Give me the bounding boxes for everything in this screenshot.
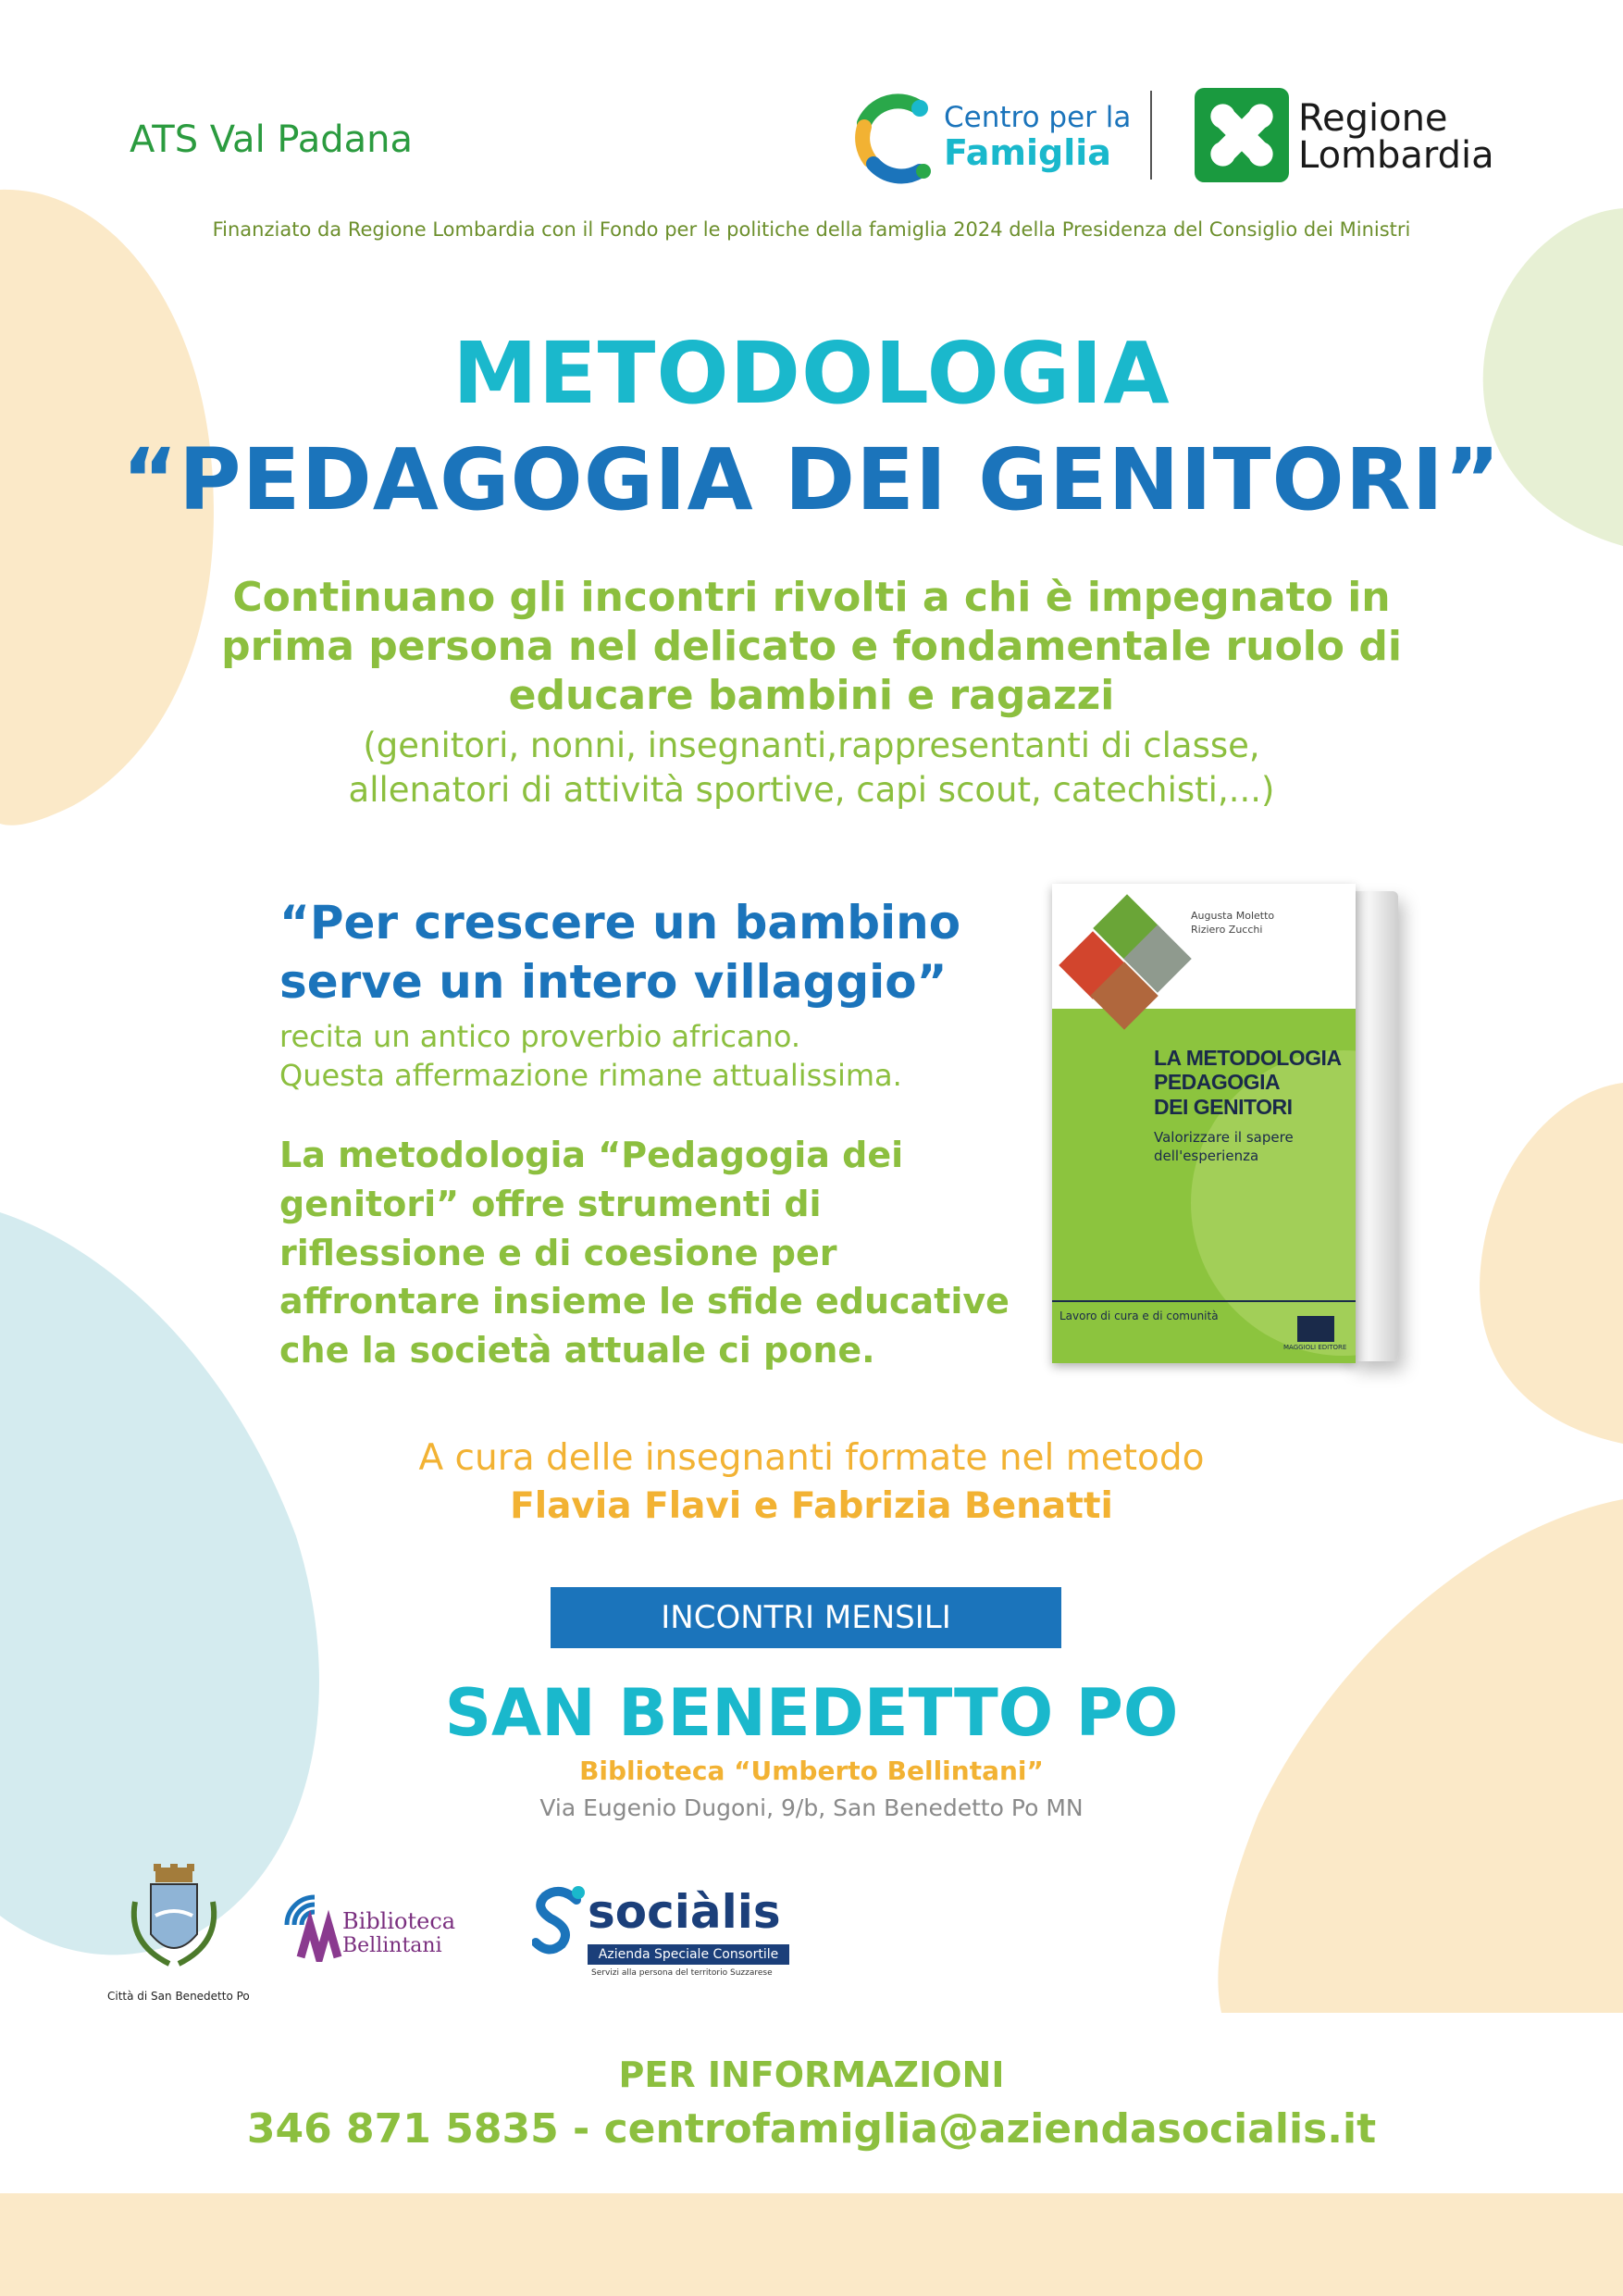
coat-of-arms-icon xyxy=(100,1860,248,1990)
socialis-name: sociàlis xyxy=(588,1885,781,1939)
book-title3: DEI GENITORI xyxy=(1154,1094,1293,1119)
method-line5: che la società attuale ci pone. xyxy=(279,1330,875,1371)
title-line2: “PEDAGOGIA DEI GENITORI” xyxy=(121,430,1502,529)
info-heading: PER INFORMAZIONI xyxy=(618,2054,1005,2095)
book-subtitle xyxy=(1154,1129,1294,1165)
proverb-note xyxy=(279,1018,902,1095)
intro-text xyxy=(176,574,1447,720)
book-subtitle1: Valorizzare il sapere xyxy=(1154,1129,1294,1146)
monthly-meetings-badge: INCONTRI MENSILI xyxy=(551,1587,1061,1648)
biblioteca-signal-icon xyxy=(278,1888,352,1962)
socialis-s-icon xyxy=(532,1883,588,1957)
method-line1: La metodologia “Pedagogia dei xyxy=(279,1135,904,1175)
book-publisher: MAGGIOLI EDITORE xyxy=(1283,1344,1347,1351)
socialis-band: Azienda Speciale Consortile xyxy=(588,1944,789,1965)
event-address: Via Eugenio Dugoni, 9/b, San Benedetto Po MN xyxy=(539,1794,1084,1821)
book-publisher-logo xyxy=(1297,1316,1334,1342)
blue-blob-left xyxy=(0,1212,319,1955)
intro-sub-line2: allenatori di attività sportive, capi scout, catechisti,...) xyxy=(348,770,1275,811)
method-line2: genitori” offre strumenti di xyxy=(279,1183,822,1224)
book-subtitle2: dell'esperienza xyxy=(1154,1147,1259,1164)
info-contact[interactable]: 346 871 5835 - centrofamiglia@aziendasocialis.it xyxy=(246,2105,1377,2153)
biblioteca-bellintani-logo xyxy=(278,1888,500,1971)
ats-val-padana-logo: ATS Val Padana xyxy=(130,118,413,161)
comune-label: Città di San Benedetto Po xyxy=(107,1990,250,2003)
funding-note: Finanziato da Regione Lombardia con il Fondo per le politiche della famiglia 2024 della Presidenza del Consiglio dei Ministri xyxy=(212,218,1411,241)
event-city: SAN BENEDETTO PO xyxy=(444,1675,1179,1751)
curators-names: Flavia Flavi e Fabrizia Benatti xyxy=(510,1485,1113,1527)
book-author2: Riziero Zucchi xyxy=(1191,924,1263,936)
book-front xyxy=(1052,884,1356,1363)
centro-famiglia-logo xyxy=(853,88,1158,190)
intro-line3: educare bambini e ragazzi xyxy=(508,671,1115,719)
intro-line2: prima persona nel delicato e fondamentale ruolo di xyxy=(221,622,1402,670)
socialis-tagline: Servizi alla persona del territorio Suzzarese xyxy=(591,1968,773,1978)
quote-sub-line2: Questa affermazione rimane attualissima. xyxy=(279,1057,902,1093)
method-description xyxy=(279,1131,1038,1375)
curated-by: A cura delle insegnanti formate nel metodo xyxy=(418,1437,1205,1479)
biblioteca-label2: Bellintani xyxy=(342,1934,442,1957)
method-line3: riflessione e di coesione per xyxy=(279,1232,837,1273)
beige-blob-right xyxy=(1480,1083,1623,1444)
book-series: Lavoro di cura e di comunità xyxy=(1059,1309,1219,1322)
beige-band-bottom xyxy=(0,2193,1623,2296)
header-divider xyxy=(1150,91,1152,180)
regione-line1: Regione xyxy=(1298,97,1448,140)
book-title2: PEDAGOGIA xyxy=(1154,1070,1281,1095)
biblioteca-label1: Biblioteca xyxy=(342,1908,456,1934)
method-line4: affrontare insieme le sfide educative xyxy=(279,1281,1010,1322)
centro-famiglia-c-icon xyxy=(853,88,936,190)
quote-line2: serve un intero villaggio” xyxy=(279,955,948,1009)
title-line1: METODOLOGIA xyxy=(452,324,1171,423)
comune-san-benedetto-logo xyxy=(100,1860,248,2008)
quote-line1: “Per crescere un bambino xyxy=(279,896,961,949)
proverb-quote xyxy=(279,893,960,1011)
book-title xyxy=(1154,1046,1342,1119)
centro-famiglia-line2: Famiglia xyxy=(944,132,1111,173)
socialis-logo xyxy=(532,1883,800,1985)
regione-lombardia-logo xyxy=(1195,88,1546,185)
book-author1: Augusta Moletto xyxy=(1191,910,1275,922)
quote-sub-line1: recita un antico proverbio africano. xyxy=(279,1019,801,1054)
book-title1: LA METODOLOGIA xyxy=(1154,1046,1342,1070)
event-library: Biblioteca “Umberto Bellintani” xyxy=(579,1756,1044,1786)
regione-line2: Lombardia xyxy=(1298,134,1494,177)
book-cover-image xyxy=(1052,884,1404,1365)
intro-sub-line1: (genitori, nonni, insegnanti,rappresentanti di classe, xyxy=(363,726,1260,765)
regione-lombardia-cross-icon xyxy=(1195,88,1289,182)
intro-line1: Continuano gli incontri rivolti a chi è impegnato in xyxy=(232,574,1391,621)
intro-subtext xyxy=(176,724,1447,813)
book-pages-side xyxy=(1350,891,1398,1361)
centro-famiglia-line1: Centro per la xyxy=(944,101,1132,134)
